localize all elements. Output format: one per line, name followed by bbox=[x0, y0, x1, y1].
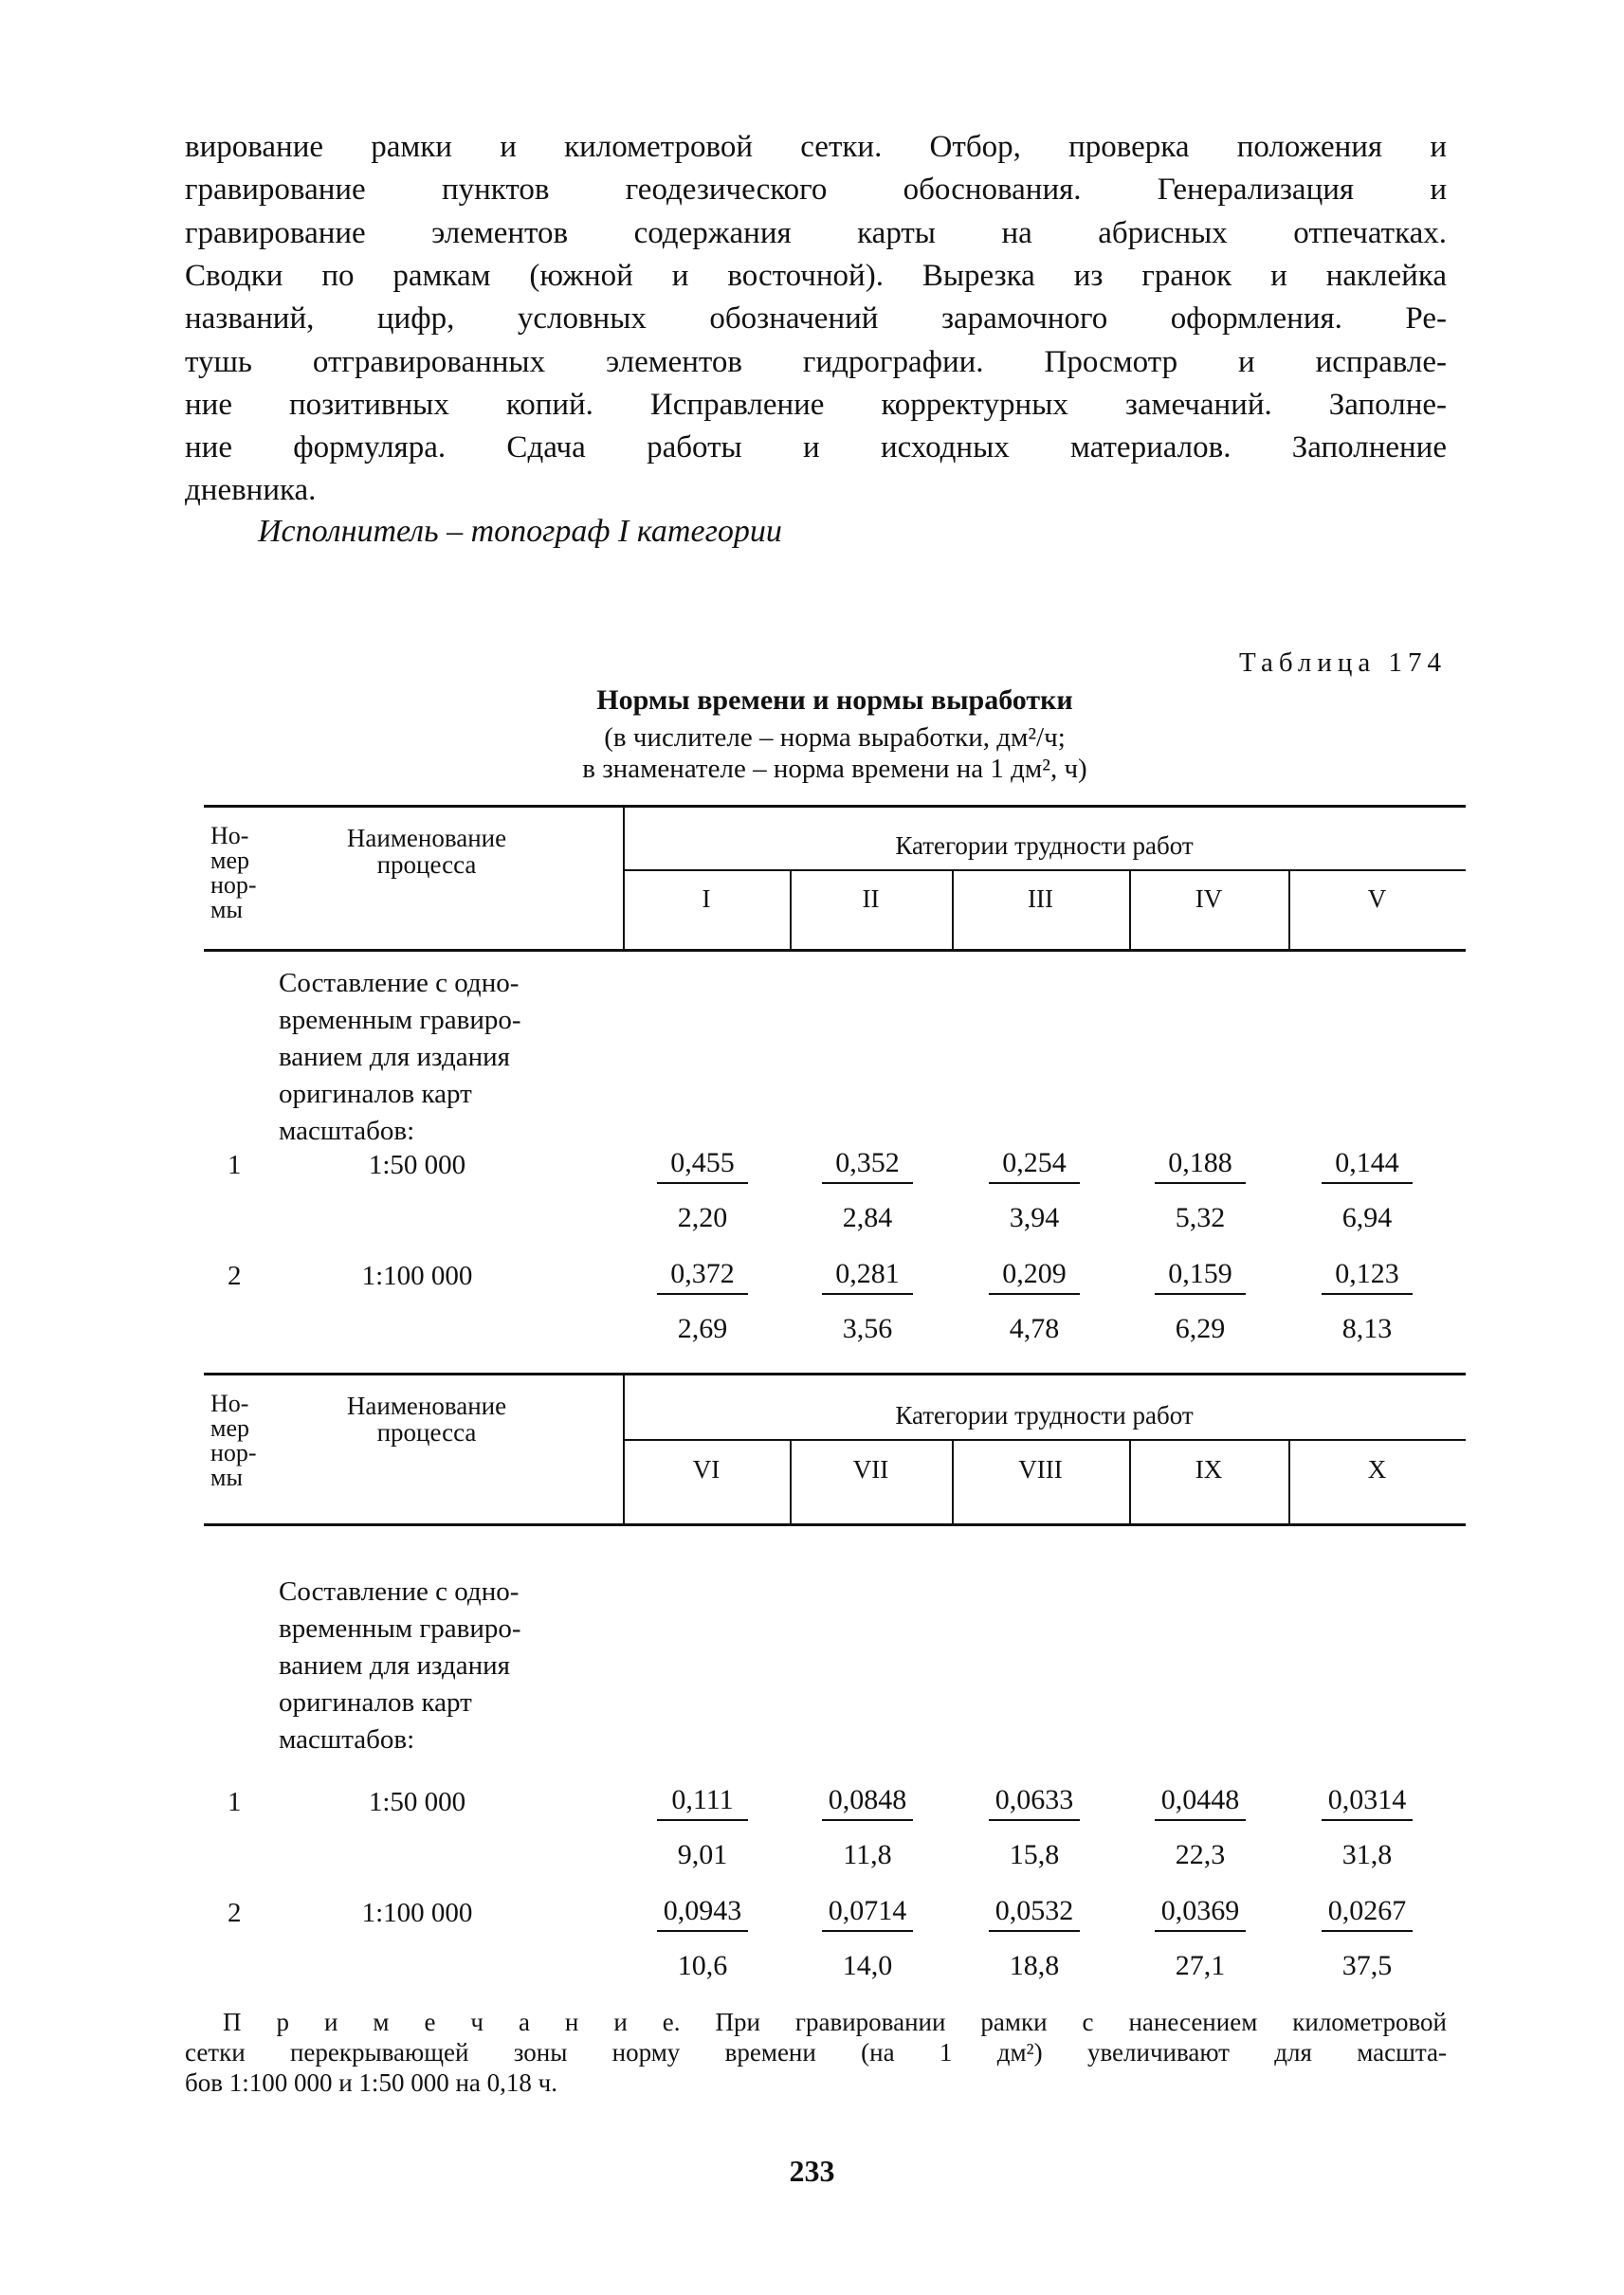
table-top-rule bbox=[204, 1373, 1466, 1375]
row-number: 2 bbox=[228, 1261, 242, 1291]
row-number: 1 bbox=[228, 1787, 242, 1817]
category-sub-rule bbox=[623, 1439, 1466, 1441]
denominator-value: 4,78 bbox=[1009, 1313, 1060, 1344]
category-IX: IX bbox=[1195, 1455, 1223, 1484]
category-III: III bbox=[1028, 884, 1053, 913]
body-line: вирование рамки и километровой сетки. Отбор, проверка положения и bbox=[185, 130, 1447, 164]
denominator-value: 5,32 bbox=[1175, 1202, 1226, 1233]
process-name-line: временным гравиро- bbox=[279, 1005, 521, 1035]
body-line: гравирование элементов содержания карты на абрисных отпечатках. bbox=[185, 215, 1447, 250]
category-I: I bbox=[702, 884, 711, 913]
denominator-value: 8,13 bbox=[1341, 1313, 1393, 1344]
row-scale: 1:50 000 bbox=[368, 1787, 466, 1817]
column-header-number: мы bbox=[210, 896, 243, 923]
numerator-value: 0,159 bbox=[1155, 1258, 1246, 1295]
header-bottom-rule bbox=[204, 1523, 1466, 1526]
row-number: 2 bbox=[228, 1898, 242, 1928]
process-name-line: оригиналов карт bbox=[279, 1079, 472, 1109]
body-line: тушь отгравированных элементов гидрографии. Просмотр и исправле- bbox=[185, 344, 1447, 379]
row-number: 1 bbox=[228, 1150, 242, 1180]
note-line: П р и м е ч а н и е. При гравировании рамки с нанесением километровой bbox=[223, 2008, 1447, 2036]
body-line: дневника. bbox=[185, 473, 317, 508]
category-VII: VII bbox=[852, 1455, 889, 1484]
category-VI: VI bbox=[692, 1455, 721, 1484]
numerator-value: 0,352 bbox=[822, 1147, 913, 1184]
numerator-value: 0,123 bbox=[1322, 1258, 1413, 1295]
denominator-value: 9,01 bbox=[677, 1839, 728, 1870]
numerator-value: 0,372 bbox=[657, 1258, 748, 1295]
numerator-value: 0,0943 bbox=[657, 1895, 748, 1932]
column-header-process: Наименование bbox=[346, 824, 507, 852]
body-line: ние позитивных копий. Исправление корректурных замечаний. Заполне- bbox=[185, 387, 1447, 422]
denominator-value: 15,8 bbox=[1009, 1839, 1060, 1870]
process-name-line: Составление с одно- bbox=[279, 1576, 520, 1607]
category-header: Категории трудности работ bbox=[895, 1401, 1194, 1430]
column-header-number: мы bbox=[210, 1464, 243, 1491]
denominator-value: 11,8 bbox=[843, 1839, 892, 1870]
column-divider bbox=[623, 1373, 625, 1523]
header-bottom-rule bbox=[204, 949, 1466, 952]
numerator-value: 0,254 bbox=[989, 1147, 1080, 1184]
numerator-value: 0,0448 bbox=[1155, 1784, 1246, 1821]
note-line: бов 1:100 000 и 1:50 000 на 0,18 ч. bbox=[185, 2068, 557, 2097]
numerator-value: 0,455 bbox=[657, 1147, 748, 1184]
column-divider bbox=[623, 805, 625, 949]
numerator-value: 0,0314 bbox=[1322, 1784, 1413, 1821]
denominator-value: 27,1 bbox=[1175, 1950, 1226, 1981]
body-line: ние формуляра. Сдача работы и исходных материалов. Заполнение bbox=[185, 430, 1447, 465]
body-line: гравирование пунктов геодезического обоснования. Генерализация и bbox=[185, 173, 1447, 208]
column-header-number: мер bbox=[210, 847, 249, 874]
process-name-line: оригиналов карт bbox=[279, 1687, 472, 1718]
denominator-value: 14,0 bbox=[842, 1950, 893, 1981]
category-sub-rule bbox=[623, 869, 1466, 871]
page-number: 233 bbox=[789, 2154, 835, 2188]
category-header: Категории трудности работ bbox=[895, 831, 1194, 860]
numerator-value: 0,188 bbox=[1155, 1147, 1246, 1184]
denominator-value: 6,29 bbox=[1175, 1313, 1226, 1344]
row-scale: 1:100 000 bbox=[361, 1261, 473, 1291]
process-name-line: масштабов: bbox=[279, 1724, 415, 1755]
process-name-line: масштабов: bbox=[279, 1116, 415, 1146]
category-V: V bbox=[1367, 884, 1387, 913]
column-header-process: процесса bbox=[376, 850, 477, 879]
numerator-value: 0,111 bbox=[657, 1784, 748, 1821]
body-line: названий, цифр, условных обозначений зарамочного оформления. Ре- bbox=[185, 301, 1447, 337]
denominator-value: 31,8 bbox=[1341, 1839, 1393, 1870]
denominator-value: 3,94 bbox=[1009, 1202, 1060, 1233]
denominator-value: 10,6 bbox=[677, 1950, 728, 1981]
process-name-line: временным гравиро- bbox=[279, 1613, 521, 1644]
numerator-value: 0,0848 bbox=[822, 1784, 913, 1821]
body-line: Сводки по рамкам (южной и восточной). Вырезка из гранок и наклейка bbox=[185, 258, 1447, 293]
table-subtitle-2: в знаменателе – норма времени на 1 дм², ч) bbox=[582, 754, 1087, 784]
column-header-number: Но- bbox=[210, 822, 249, 849]
column-header-number: Но- bbox=[210, 1390, 249, 1417]
table-top-rule bbox=[204, 805, 1466, 808]
column-header-number: нор- bbox=[210, 1439, 257, 1466]
denominator-value: 2,84 bbox=[842, 1202, 893, 1233]
column-header-process: Наименование bbox=[346, 1392, 507, 1420]
table-title: Нормы времени и нормы выработки bbox=[596, 684, 1073, 716]
numerator-value: 0,0369 bbox=[1155, 1895, 1246, 1932]
denominator-value: 22,3 bbox=[1175, 1839, 1226, 1870]
column-header-number: нор- bbox=[210, 871, 257, 899]
denominator-value: 6,94 bbox=[1341, 1202, 1393, 1233]
denominator-value: 2,69 bbox=[677, 1313, 728, 1344]
numerator-value: 0,0267 bbox=[1322, 1895, 1413, 1932]
row-scale: 1:100 000 bbox=[361, 1898, 473, 1928]
table-label: Таблица 174 bbox=[1238, 647, 1447, 678]
category-II: II bbox=[862, 884, 880, 913]
denominator-value: 37,5 bbox=[1341, 1950, 1393, 1981]
category-VIII: VIII bbox=[1018, 1455, 1063, 1484]
note-line: сетки перекрывающей зоны норму времени (на 1 дм²) увеличивают для масшта- bbox=[185, 2038, 1447, 2067]
numerator-value: 0,209 bbox=[989, 1258, 1080, 1295]
process-name-line: Составление с одно- bbox=[279, 968, 520, 998]
process-name-line: ванием для издания bbox=[279, 1650, 510, 1681]
executor-line: Исполнитель – топограф I категории bbox=[258, 514, 782, 549]
numerator-value: 0,0633 bbox=[989, 1784, 1080, 1821]
column-header-process: процесса bbox=[376, 1418, 477, 1447]
denominator-value: 18,8 bbox=[1009, 1950, 1060, 1981]
numerator-value: 0,144 bbox=[1322, 1147, 1413, 1184]
category-X: X bbox=[1367, 1455, 1387, 1484]
row-scale: 1:50 000 bbox=[368, 1150, 466, 1180]
table-subtitle-1: (в числителе – норма выработки, дм²/ч; bbox=[604, 722, 1066, 753]
column-header-number: мер bbox=[210, 1414, 249, 1442]
denominator-value: 2,20 bbox=[677, 1202, 728, 1233]
numerator-value: 0,0714 bbox=[822, 1895, 913, 1932]
process-name-line: ванием для издания bbox=[279, 1042, 510, 1072]
numerator-value: 0,281 bbox=[822, 1258, 913, 1295]
denominator-value: 3,56 bbox=[842, 1313, 893, 1344]
category-IV: IV bbox=[1195, 884, 1223, 913]
numerator-value: 0,0532 bbox=[989, 1895, 1080, 1932]
